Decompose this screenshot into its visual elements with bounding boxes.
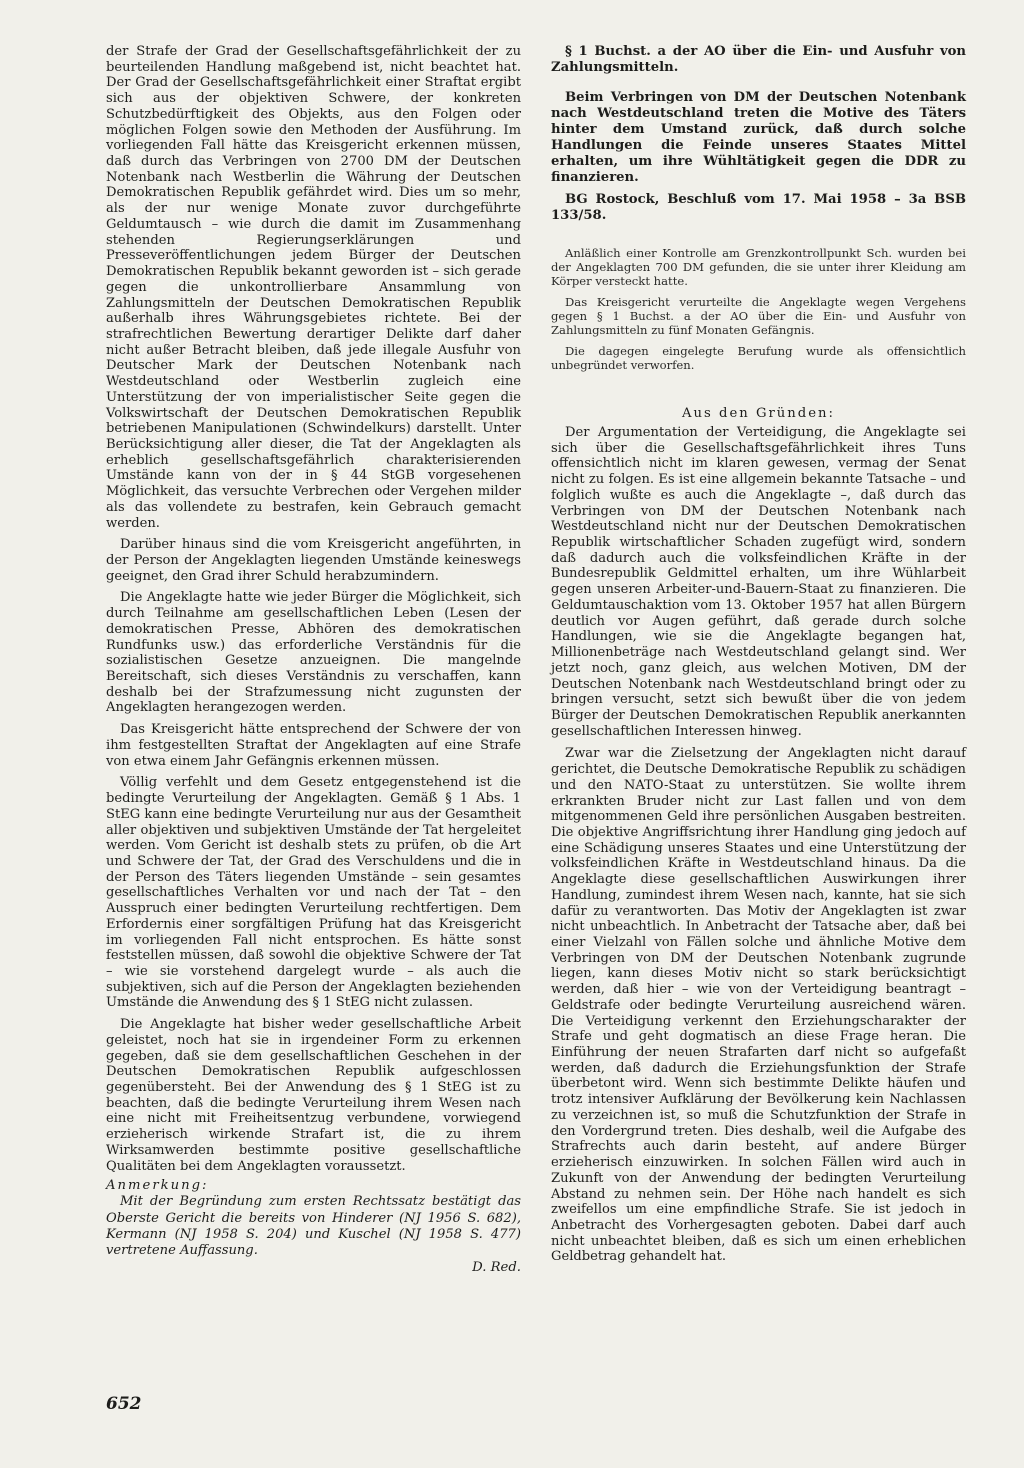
left-paragraph-6: Die Angeklagte hat bisher weder gesellschaftliche Arbeit geleistet, noch hat sie in irgendeiner Form zu erkennen gegeben, daß sie dem gesellschaftlichen Geschehen in der Deutschen Demokratischen Republik aufgeschlossen gegenübersteht. Bei der Anwendung des § 1 StEG ist zu beachten, daß die bedingte Verurteilung ihrem Wesen nach eine nicht mit Freiheitsentzug verbundene, vorwiegend erzieherisch wirkende Strafart ist, die zu ihrem Wirksamwerden bestimmte positive gesellschaftliche Qualitäten bei dem Angeklagten voraussetzt. bbox=[106, 1017, 521, 1174]
editorial-signature: D. Red. bbox=[472, 1259, 521, 1275]
facts-paragraph-2: Das Kreisgericht verurteilte die Angeklagte wegen Vergehens gegen § 1 Buchst. a der AO über die Ein- und Ausfuhr von Zahlungsmitteln zu fünf Monaten Gefängnis. bbox=[551, 295, 966, 337]
reasons-body bbox=[551, 425, 966, 1265]
left-paragraph-2: Darüber hinaus sind die vom Kreisgericht angeführten, in der Person der Angeklagten liegenden Umstände keineswegs geeignet, den Grad ihrer Schuld herabzumindern. bbox=[106, 537, 521, 584]
left-column bbox=[106, 44, 521, 1276]
facts-paragraph-1: Anläßlich einer Kontrolle am Grenzkontrollpunkt Sch. wurden bei der Angeklagten 700 DM gefunden, die sie unter ihrer Kleidung am Körper versteckt hatte. bbox=[551, 246, 966, 288]
section-title: Aus den Gründen: bbox=[682, 406, 835, 421]
headnote: Beim Verbringen von DM der Deutschen Notenbank nach Westdeutschland treten die Motive des Täters hinter dem Umstand zurück, daß durch solche Handlungen die Feinde unseres Staates Mittel erhalten, um ihre Wühltätigkeit gegen die DDR zu finanzieren. bbox=[551, 90, 966, 185]
annotation-text: Mit der Begründung zum ersten Rechtssatz bestätigt das Oberste Gericht die bereits von Hinderer (NJ 1956 S. 682), Kermann (NJ 1958 S. 204) und Kuschel (NJ 1958 S. 477) vertretene Auffassung. bbox=[106, 1194, 521, 1259]
reasons-paragraph-1: Der Argumentation der Verteidigung, die Angeklagte sei sich über die Gesellschaftsgefährlichkeit ihres Tuns offensichtlich nicht im klaren gewesen, vermag der Senat nicht zu folgen. Es ist eine allgemein bekannte Tatsache – und folglich wußte es auch die Angeklagte –, daß durch das Verbringen von DM der Deutschen Notenbank nach Westdeutschland nicht nur der Deutschen Demokratischen Republik wirtschaftlicher Schaden zugefügt wird, sondern daß dadurch auch die volksfeindlichen Kräfte in der Bundesrepublik Geldmittel erhalten, um ihre Wühlarbeit gegen unseren Arbeiter-und-Bauern-Staat zu finanzieren. Die Geldumtauschaktion vom 13. Oktober 1957 hat allen Bürgern deutlich vor Augen geführt, daß gerade durch solche Handlungen, wie sie die Angeklagte begangen hat, Millionenbeträge nach Westdeutschland gelangt sind. Wer jetzt noch, ganz gleich, aus welchen Motiven, DM der Deutschen Notenbank nach Westdeutschland bringt oder zu bringen versucht, setzt sich bewußt über die von jedem Bürger der Deutschen Demokratischen Republik anerkannten gesellschaftlichen Interessen hinweg. bbox=[551, 425, 966, 739]
facts-paragraph-3: Die dagegen eingelegte Berufung wurde als offensichtlich unbegründet verworfen. bbox=[551, 344, 966, 372]
left-paragraph-5: Völlig verfehlt und dem Gesetz entgegenstehend ist die bedingte Verurteilung der Angeklagten. Gemäß § 1 Abs. 1 StEG kann eine bedingte Verurteilung nur aus der Gesamtheit aller objektiven und subjektiven Umstände der Tat hergeleitet werden. Vom Gericht ist deshalb stets zu prüfen, ob die Art und Schwere der Tat, der Grad des Verschuldens und die in der Person des Täters liegenden Umstände – sein gesamtes gesellschaftliches Verhalten vor und nach der Tat – den Ausspruch einer bedingten Verurteilung rechtfertigen. Dem Erfordernis einer sorgfältigen Prüfung hat das Kreisgericht im vorliegenden Fall nicht entsprochen. Es hätte sonst feststellen müssen, daß sowohl die objektive Schwere der Tat – wie sie vorstehend dargelegt wurde – als auch die subjektiven, sich auf die Person der Angeklagten beziehenden Umstände die Anwendung des § 1 StEG nicht zulassen. bbox=[106, 775, 521, 1011]
left-paragraph-4: Das Kreisgericht hätte entsprechend der Schwere der von ihm festgestellten Straftat der Angeklagten auf eine Strafe von etwa einem Jahr Gefängnis erkennen müssen. bbox=[106, 722, 521, 769]
page-number: 652 bbox=[106, 1394, 142, 1414]
left-paragraph-1: der Strafe der Grad der Gesellschaftsgefährlichkeit der zu beurteilenden Handlung maßgebend ist, nicht beachtet hat. Der Grad der Gesellschaftsgefährlichkeit einer Straftat ergibt sich aus der objektiven Schwere, der konkreten Schutzbedürftigkeit des Objekts, aus den Folgen oder möglichen Folgen sowie den Methoden der Ausführung. Im vorliegenden Fall hätte das Kreisgericht erkennen müssen, daß durch das Verbringen von 2700 DM der Deutschen Notenbank nach Westberlin die Währung der Deutschen Demokratischen Republik gefährdet wird. Dies um so mehr, als der nur wenige Monate zuvor durchgeführte Geldumtausch – wie durch die damit im Zusammenhang stehenden Regierungserklärungen und Presseveröffentlichungen jedem Bürger der Deutschen Demokratischen Republik bekannt geworden ist – sich gerade gegen die unkontrollierbare Ansammlung von Zahlungsmitteln der Deutschen Demokratischen Republik außerhalb ihres Währungsgebietes richtete. Bei der strafrechtlichen Bewertung derartiger Delikte darf daher nicht außer Betracht bleiben, daß jede illegale Ausfuhr von Deutscher Mark der Deutschen Notenbank nach Westdeutschland oder Westberlin zugleich eine Unterstützung der von imperialistischer Seite gegen die Volkswirtschaft der Deutschen Demokratischen Republik betriebenen Manipulationen (Schwindelkurs) darstellt. Unter Berücksichtigung aller dieser, die Tat der Angeklagten als erheblich gesellschaftsgefährlich charakterisierenden Umstände kann von der in § 44 StGB vorgesehenen Möglichkeit, das versuchte Verbrechen oder Vergehen milder als das vollendete zu bestrafen, kein Gebrauch gemacht werden. bbox=[106, 44, 521, 531]
statute-heading: § 1 Buchst. a der AO über die Ein- und Ausfuhr von Zahlungsmitteln. bbox=[551, 44, 966, 75]
left-paragraph-3: Die Angeklagte hatte wie jeder Bürger die Möglichkeit, sich durch Teilnahme am gesellschaftlichen Leben (Lesen der demokratischen Presse, Abhören des demokratischen Rundfunks usw.) das erforderliche Verständnis für die sozialistischen Gesetze anzueignen. Die mangelnde Bereitschaft, sich dieses Verständnis zu verschaffen, kann deshalb bei der Strafzumessung nicht zugunsten der Angeklagten herangezogen werden. bbox=[106, 590, 521, 716]
reasons-paragraph-2: Zwar war die Zielsetzung der Angeklagten nicht darauf gerichtet, die Deutsche Demokratische Republik zu schädigen und den NATO-Staat zu unterstützen. Sie wollte ihrem erkrankten Bruder nicht zur Last fallen und von dem mitgenommenen Geld ihre persönlichen Ausgaben bestreiten. Die objektive Angriffsrichtung ihrer Handlung ging jedoch auf eine Schädigung unseres Staates und eine Unterstützung der volksfeindlichen Kräfte in Westdeutschland hinaus. Da die Angeklagte diese gesellschaftlichen Auswirkungen ihrer Handlung, zumindest ihrem Wesen nach, kannte, hat sie sich dafür zu verantworten. Das Motiv der Angeklagten ist zwar nicht unbeachtlich. In Anbetracht der Tatsache aber, daß bei einer Vielzahl von Fällen solche und ähnliche Motive dem Verbringen von DM der Deutschen Notenbank zugrunde liegen, kann dieses Motiv nicht so stark berücksichtigt werden, daß hier – wie von der Verteidigung beantragt – Geldstrafe oder bedingte Verurteilung ausreichend wären. Die Verteidigung verkennt den Erziehungscharakter der Strafe und geht dogmatisch an diese Frage heran. Die Einführung der neuen Strafarten darf nicht so aufgefaßt werden, daß dadurch die Erziehungsfunktion der Strafe überbetont wird. Wenn sich bestimmte Delikte häufen und trotz intensiver Aufklärung der Bevölkerung kein Nachlassen zu verzeichnen ist, so muß die Schutzfunktion der Strafe in den Vordergrund treten. Dies deshalb, weil die Aufgabe des Strafrechts auch darin besteht, auf andere Bürger erzieherisch einzuwirken. In solchen Fällen wird auch in Zukunft von der Anwendung der bedingten Verurteilung Abstand zu nehmen sein. Der Höhe nach handelt es sich zweifellos um eine empfindliche Strafe. Sie ist jedoch in Anbetracht des Vorhergesagten geboten. Dabei darf auch nicht unbeachtet bleiben, daß es sich um einen erheblichen Geldbetrag gehandelt hat. bbox=[551, 746, 966, 1265]
court-citation: BG Rostock, Beschluß vom 17. Mai 1958 – 3a BSB 133/58. bbox=[551, 192, 966, 223]
right-column bbox=[551, 44, 966, 1265]
annotation-title: Anmerkung: bbox=[106, 1178, 209, 1194]
